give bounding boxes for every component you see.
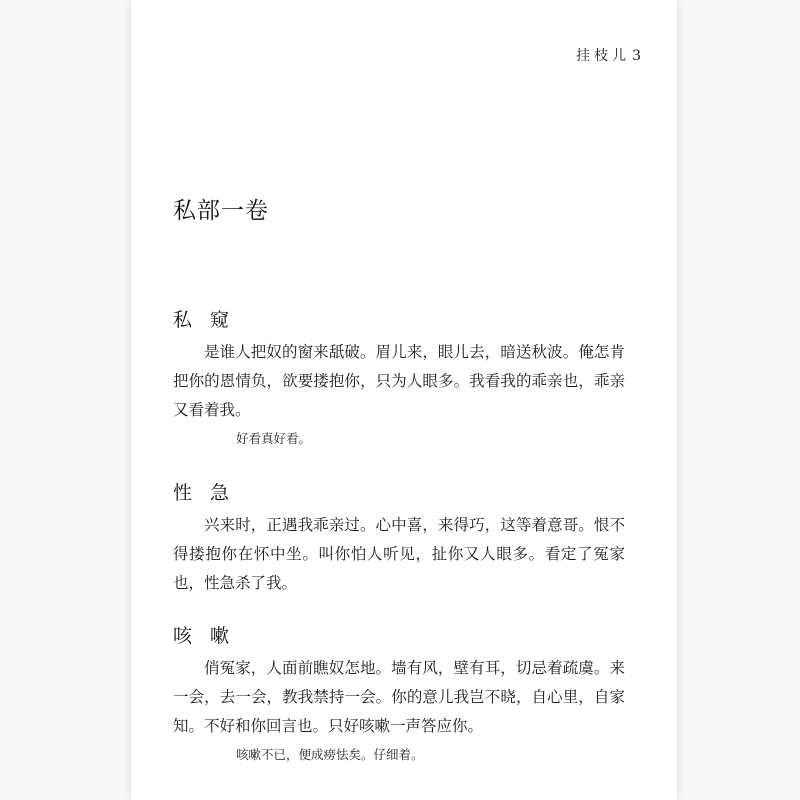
poem-section: [173, 307, 625, 449]
poem-body: 是谁人把奴的窗来舐破。眉儿来，眼儿去，暗送秋波。俺怎肯把你的恩情负，欲要搂抱你，只为人眼多。我看我的乖亲也，乖亲又看着我。: [173, 343, 625, 419]
poem-section: [173, 623, 625, 765]
poem-body: 俏冤家，人面前瞧奴怎地。墙有风，壁有耳，切忌着疏虞。来一会，去一会，教我禁持一会。你的意儿我岂不晓，自心里，自家知。不好和你回言也。只好咳嗽一声答应你。: [173, 659, 625, 735]
page-number: 3: [632, 48, 641, 64]
poem-title: 私窥: [173, 309, 248, 331]
running-title: 挂枝儿: [576, 48, 631, 64]
book-page: [131, 0, 677, 800]
poem-body: 兴来时，正遇我乖亲过。心中喜，来得巧，这等着意哥。恨不得搂抱你在怀中坐。叫你怕人听见，扯你又人眼多。看定了冤家也，性急杀了我。: [173, 516, 625, 592]
section-title: 私部一卷: [173, 198, 269, 224]
poem-section: [173, 480, 625, 598]
running-header: [576, 45, 641, 65]
poem-note: 好看真好看。: [236, 431, 312, 446]
poem-title: 性急: [173, 482, 248, 504]
poem-title: 咳嗽: [173, 625, 248, 647]
poem-note: 咳嗽不已，便成痨怯矣。仔细着。: [236, 747, 424, 762]
